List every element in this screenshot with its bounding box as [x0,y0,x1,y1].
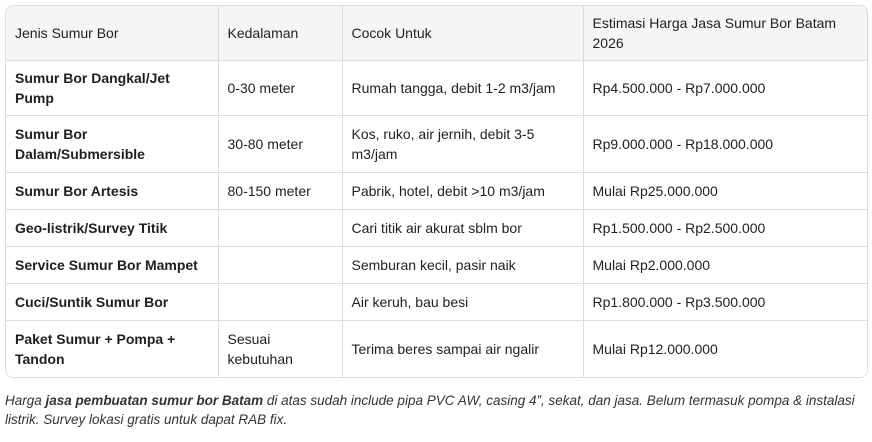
table-header-row [6,6,867,61]
cell-cocok: Rumah tangga, debit 1-2 m3/jam [342,61,583,116]
cell-kedalaman [218,247,342,284]
cell-jenis: Sumur Bor Artesis [6,173,218,210]
cell-harga: Rp4.500.000 - Rp7.000.000 [583,61,867,116]
article-content [5,5,868,442]
cell-kedalaman [218,210,342,247]
cell-jenis: Cuci/Suntik Sumur Bor [6,284,218,321]
table-body [6,61,867,377]
cell-cocok: Cari titik air akurat sblm bor [342,210,583,247]
table-row [6,210,867,247]
cell-cocok: Kos, ruko, air jernih, debit 3-5 m3/jam [342,116,583,173]
header-kedalaman: Kedalaman [218,6,342,61]
cell-cocok: Air keruh, bau besi [342,284,583,321]
table-row [6,173,867,210]
cell-kedalaman: 30-80 meter [218,116,342,173]
note-suffix: di atas sudah include pipa PVC AW, casing 4”, sekat, dan jasa. Belum termasuk pompa & instalasi listrik. Survey lokasi gratis untuk dapat RAB fix. [5,392,855,427]
table-row [6,116,867,173]
table-header [6,6,867,61]
cell-cocok: Pabrik, hotel, debit >10 m3/jam [342,173,583,210]
cell-harga: Rp1.500.000 - Rp2.500.000 [583,210,867,247]
cell-cocok: Terima beres sampai air ngalir [342,321,583,377]
cell-jenis: Sumur Bor Dangkal/Jet Pump [6,61,218,116]
cell-jenis: Sumur Bor Dalam/Submersible [6,116,218,173]
cell-harga: Mulai Rp2.000.000 [583,247,867,284]
table-row [6,247,867,284]
cell-harga: Mulai Rp25.000.000 [583,173,867,210]
note-prefix: Harga [5,392,46,408]
table-row [6,284,867,321]
cell-jenis: Geo-listrik/Survey Titik [6,210,218,247]
cell-kedalaman: Sesuai kebutuhan [218,321,342,377]
cell-cocok: Semburan kecil, pasir naik [342,247,583,284]
cell-harga: Rp1.800.000 - Rp3.500.000 [583,284,867,321]
price-table-container [5,5,868,378]
header-jenis: Jenis Sumur Bor [6,6,218,61]
cell-kedalaman: 0-30 meter [218,61,342,116]
table-row [6,61,867,116]
cell-harga: Rp9.000.000 - Rp18.000.000 [583,116,867,173]
cell-jenis: Service Sumur Bor Mampet [6,247,218,284]
note-keyword: jasa pembuatan sumur bor Batam [45,392,264,408]
header-estimasi-harga: Estimasi Harga Jasa Sumur Bor Batam 2026 [583,6,867,61]
cell-jenis: Paket Sumur + Pompa + Tandon [6,321,218,377]
header-cocok-untuk: Cocok Untuk [342,6,583,61]
price-table [6,6,867,377]
cell-kedalaman [218,284,342,321]
table-row [6,321,867,377]
cell-harga: Mulai Rp12.000.000 [592,340,718,357]
price-note [5,391,865,429]
cell-kedalaman: 80-150 meter [218,173,342,210]
